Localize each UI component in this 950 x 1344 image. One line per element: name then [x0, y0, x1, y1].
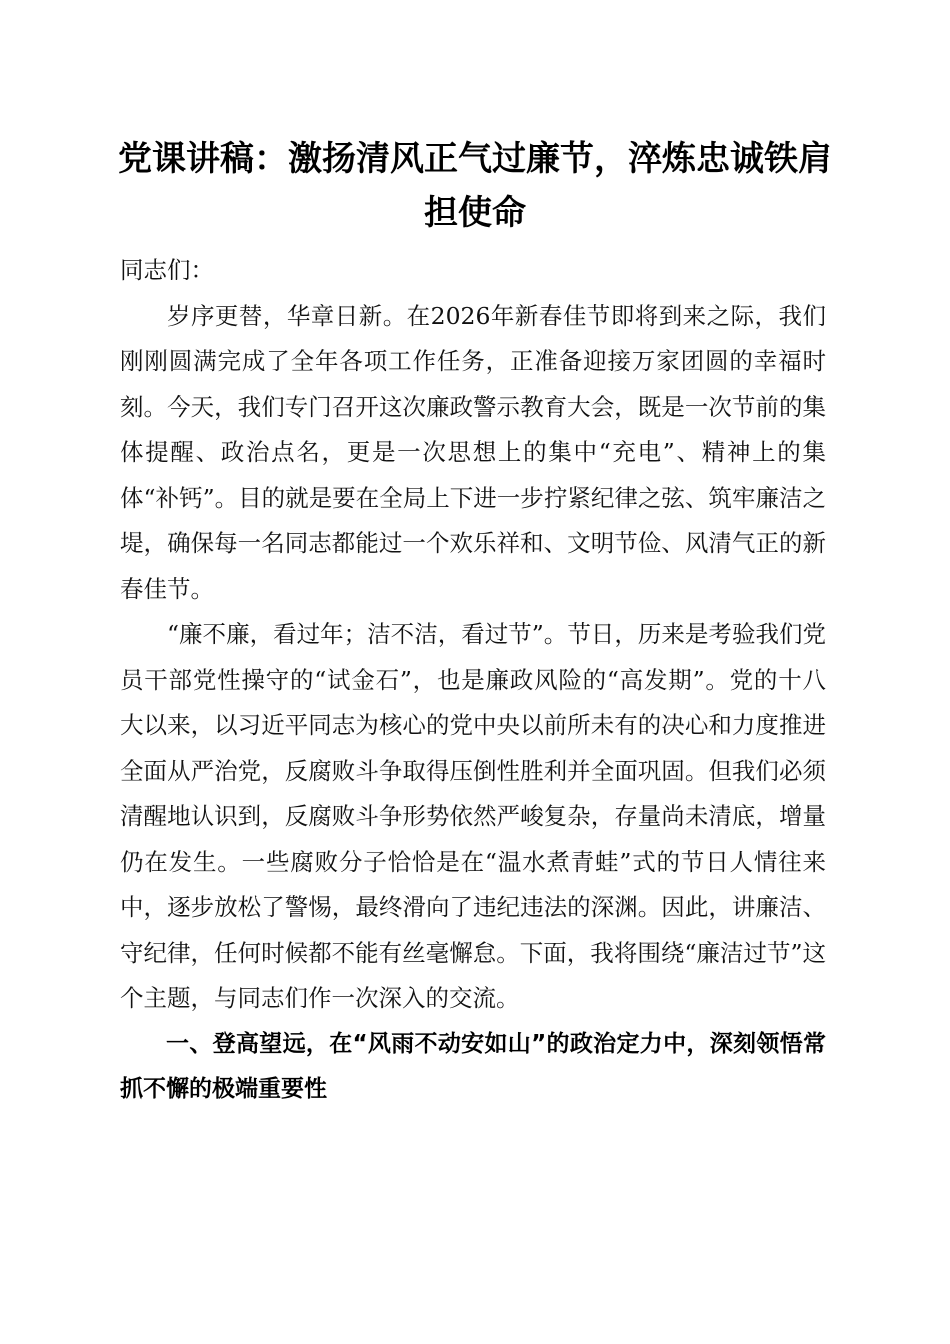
section-heading-1: 一、登高望远，在“风雨不动安如山”的政治定力中，深刻领悟常抓不懈的极端重要性: [120, 1030, 826, 1102]
document-title: 党课讲稿：激扬清风正气过廉节，淬炼忠诚铁肩担使命: [118, 139, 832, 233]
paragraph-context: “廉不廉，看过年；洁不洁，看过节”。节日，历来是考验我们党员干部党性操守的“试金石”，也是廉政风险的“高发期”。党的十八大以来，以习近平同志为核心的党中央以前所未有的决心和力度推进全面从严治党，反腐败斗争取得压倒性胜利并全面巩固。但我们必须清醒地认识到，反腐败斗争形势依然严峻复杂，存量尚未清底，增量仍在发生。一些腐败分子恰恰是在“温水煮青蛙”式的节日人情往来中，逐步放松了警惕，最终滑向了违纪违法的深渊。因此，讲廉洁、守纪律，任何时候都不能有丝毫懈怠。下面，我将围绕“廉洁过节”这个主题，与同志们作一次深入的交流。: [120, 620, 826, 1012]
paragraph-intro: 岁序更替，华章日新。在2026年新春佳节即将到来之际，我们刚刚圆满完成了全年各项工作任务，正准备迎接万家团圆的幸福时刻。今天，我们专门召开这次廉政警示教育大会，既是一次节前的集体提醒、政治点名，更是一次思想上的集中“充电”、精神上的集体“补钙”。目的就是要在全局上下进一步拧紧纪律之弦、筑牢廉洁之堤，确保每一名同志都能过一个欢乐祥和、文明节俭、风清气正的新春佳节。: [120, 301, 826, 603]
document-body: [120, 248, 826, 1113]
salutation: 同志们：: [120, 256, 214, 284]
